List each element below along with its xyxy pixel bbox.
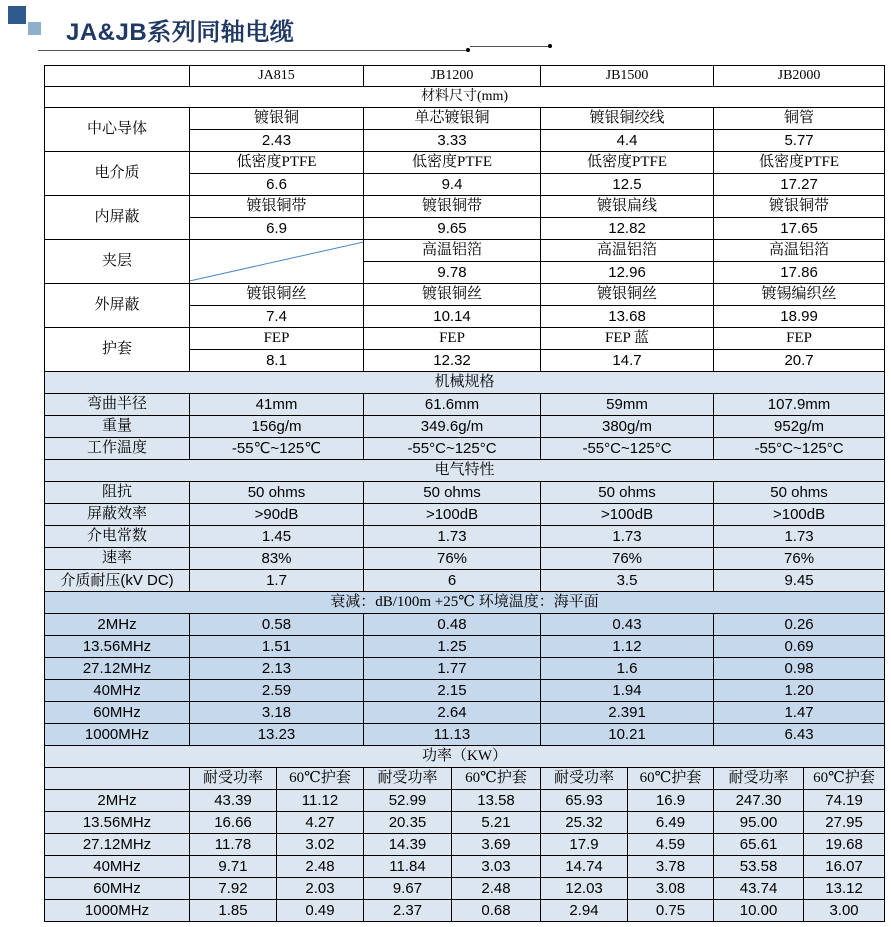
power-value: 3.69 [452, 834, 541, 856]
material-value: 14.7 [541, 350, 714, 372]
electrical-value: >100dB [714, 504, 885, 526]
power-value: 3.08 [628, 878, 714, 900]
power-value: 0.68 [452, 900, 541, 922]
row-label: 13.56MHz [45, 812, 190, 834]
electrical-value: >100dB [541, 504, 714, 526]
power-value: 19.68 [804, 834, 885, 856]
row-label: 速率 [45, 548, 190, 570]
electrical-value: 1.7 [190, 570, 364, 592]
power-value: 65.61 [714, 834, 804, 856]
material-type: 低密度PTFE [190, 152, 364, 174]
title-underline [38, 50, 468, 51]
material-value: 9.4 [364, 174, 541, 196]
row-label: 外屏蔽 [45, 284, 190, 328]
mechanical-value: -55°C~125°C [364, 438, 541, 460]
page-title: JA&JB系列同轴电缆 [66, 19, 295, 46]
material-type: 镀银铜绞线 [541, 108, 714, 130]
power-subheader: 耐受功率 [714, 768, 804, 790]
row-label: 60MHz [45, 702, 190, 724]
power-subheader: 60℃护套 [277, 768, 364, 790]
power-value: 2.94 [541, 900, 628, 922]
power-value: 3.00 [804, 900, 885, 922]
row-label: 护套 [45, 328, 190, 372]
material-type: 镀银铜丝 [190, 284, 364, 306]
material-type: 镀银铜带 [714, 196, 885, 218]
material-value: 17.86 [714, 262, 885, 284]
attenuation-value: 0.48 [364, 614, 541, 636]
corner-cell [45, 768, 190, 790]
electrical-value: 6 [364, 570, 541, 592]
power-value: 9.71 [190, 856, 277, 878]
attenuation-value: 1.51 [190, 636, 364, 658]
mechanical-value: 61.6mm [364, 394, 541, 416]
power-value: 16.9 [628, 790, 714, 812]
row-label: 屏蔽效率 [45, 504, 190, 526]
attenuation-value: 3.18 [190, 702, 364, 724]
material-value: 4.4 [541, 130, 714, 152]
row-label: 电介质 [45, 152, 190, 196]
power-value: 3.02 [277, 834, 364, 856]
section-header-material: 材料尺寸(mm) [45, 87, 885, 108]
material-type: 高温铝箔 [541, 240, 714, 262]
section-header-mechanical: 机械规格 [45, 372, 885, 394]
material-type: 镀银铜带 [364, 196, 541, 218]
power-value: 14.74 [541, 856, 628, 878]
material-value: 2.43 [190, 130, 364, 152]
material-type: 单芯镀银铜 [364, 108, 541, 130]
row-label: 工作温度 [45, 438, 190, 460]
power-value: 95.00 [714, 812, 804, 834]
power-value: 11.12 [277, 790, 364, 812]
model-header: JB1200 [364, 66, 541, 87]
row-label: 13.56MHz [45, 636, 190, 658]
row-label: 弯曲半径 [45, 394, 190, 416]
power-value: 0.49 [277, 900, 364, 922]
electrical-value: 76% [364, 548, 541, 570]
model-header: JB2000 [714, 66, 885, 87]
power-value: 2.03 [277, 878, 364, 900]
empty-diagonal-cell [190, 240, 364, 284]
electrical-value: 83% [190, 548, 364, 570]
row-label: 27.12MHz [45, 658, 190, 680]
title-square-dark [8, 6, 26, 24]
electrical-value: 50 ohms [364, 482, 541, 504]
power-value: 6.49 [628, 812, 714, 834]
material-value: 12.96 [541, 262, 714, 284]
row-label: 40MHz [45, 680, 190, 702]
title-square-light [28, 22, 41, 35]
power-value: 11.84 [364, 856, 452, 878]
material-value: 9.78 [364, 262, 541, 284]
attenuation-value: 0.26 [714, 614, 885, 636]
corner-cell [45, 66, 190, 87]
power-subheader: 耐受功率 [364, 768, 452, 790]
spec-table [44, 65, 885, 922]
mechanical-value: -55°C~125°C [714, 438, 885, 460]
power-value: 16.66 [190, 812, 277, 834]
power-value: 12.03 [541, 878, 628, 900]
section-header-attenuation: 衰减：dB/100m +25℃ 环境温度：海平面 [45, 592, 885, 614]
attenuation-value: 0.98 [714, 658, 885, 680]
material-type: 低密度PTFE [364, 152, 541, 174]
mechanical-value: 41mm [190, 394, 364, 416]
power-subheader: 耐受功率 [541, 768, 628, 790]
material-value: 10.14 [364, 306, 541, 328]
power-value: 74.19 [804, 790, 885, 812]
material-value: 7.4 [190, 306, 364, 328]
power-value: 2.48 [452, 878, 541, 900]
attenuation-value: 1.12 [541, 636, 714, 658]
power-subheader: 耐受功率 [190, 768, 277, 790]
electrical-value: 76% [541, 548, 714, 570]
row-label: 1000MHz [45, 724, 190, 746]
material-value: 3.33 [364, 130, 541, 152]
electrical-value: 1.73 [714, 526, 885, 548]
power-subheader: 60℃护套 [628, 768, 714, 790]
row-label: 内屏蔽 [45, 196, 190, 240]
material-value: 20.7 [714, 350, 885, 372]
electrical-value: 9.45 [714, 570, 885, 592]
power-value: 43.74 [714, 878, 804, 900]
power-value: 10.00 [714, 900, 804, 922]
material-type: 高温铝箔 [714, 240, 885, 262]
row-label: 1000MHz [45, 900, 190, 922]
material-value: 12.82 [541, 218, 714, 240]
model-header: JB1500 [541, 66, 714, 87]
material-value: 17.65 [714, 218, 885, 240]
attenuation-value: 2.64 [364, 702, 541, 724]
electrical-value: 1.45 [190, 526, 364, 548]
electrical-value: 50 ohms [541, 482, 714, 504]
row-label: 60MHz [45, 878, 190, 900]
material-value: 18.99 [714, 306, 885, 328]
power-value: 2.37 [364, 900, 452, 922]
electrical-value: >90dB [190, 504, 364, 526]
material-value: 12.5 [541, 174, 714, 196]
material-type: 高温铝箔 [364, 240, 541, 262]
power-subheader: 60℃护套 [804, 768, 885, 790]
power-value: 27.95 [804, 812, 885, 834]
mechanical-value: 349.6g/m [364, 416, 541, 438]
material-type: 镀银铜丝 [364, 284, 541, 306]
power-value: 17.9 [541, 834, 628, 856]
attenuation-value: 1.6 [541, 658, 714, 680]
power-value: 247.30 [714, 790, 804, 812]
material-value: 5.77 [714, 130, 885, 152]
power-value: 2.48 [277, 856, 364, 878]
row-label: 2MHz [45, 614, 190, 636]
section-header-electrical: 电气特性 [45, 460, 885, 482]
material-value: 9.65 [364, 218, 541, 240]
attenuation-value: 1.77 [364, 658, 541, 680]
mechanical-value: 380g/m [541, 416, 714, 438]
attenuation-value: 2.13 [190, 658, 364, 680]
electrical-value: >100dB [364, 504, 541, 526]
section-header-power: 功率（KW） [45, 746, 885, 768]
material-type: 铜管 [714, 108, 885, 130]
power-value: 4.59 [628, 834, 714, 856]
mechanical-value: -55°C~125°C [541, 438, 714, 460]
power-value: 52.99 [364, 790, 452, 812]
power-value: 3.78 [628, 856, 714, 878]
material-value: 12.32 [364, 350, 541, 372]
row-label: 夹层 [45, 240, 190, 284]
material-type: 低密度PTFE [541, 152, 714, 174]
attenuation-value: 2.391 [541, 702, 714, 724]
material-value: 17.27 [714, 174, 885, 196]
underline-dot [548, 44, 552, 48]
material-type: FEP [190, 328, 364, 350]
material-type: FEP [714, 328, 885, 350]
power-value: 43.39 [190, 790, 277, 812]
material-value: 6.9 [190, 218, 364, 240]
attenuation-value: 11.13 [364, 724, 541, 746]
material-type: 镀银扁线 [541, 196, 714, 218]
material-type: 镀银铜 [190, 108, 364, 130]
attenuation-value: 2.59 [190, 680, 364, 702]
material-type: FEP [364, 328, 541, 350]
row-label: 27.12MHz [45, 834, 190, 856]
row-label: 介电常数 [45, 526, 190, 548]
material-type: 低密度PTFE [714, 152, 885, 174]
row-label: 2MHz [45, 790, 190, 812]
power-value: 16.07 [804, 856, 885, 878]
electrical-value: 1.73 [541, 526, 714, 548]
power-value: 5.21 [452, 812, 541, 834]
mechanical-value: -55℃~125℃ [190, 438, 364, 460]
mechanical-value: 107.9mm [714, 394, 885, 416]
electrical-value: 1.73 [364, 526, 541, 548]
title-underline-accent [470, 46, 550, 47]
attenuation-value: 13.23 [190, 724, 364, 746]
attenuation-value: 1.20 [714, 680, 885, 702]
power-value: 65.93 [541, 790, 628, 812]
material-type: 镀银铜带 [190, 196, 364, 218]
electrical-value: 76% [714, 548, 885, 570]
attenuation-value: 0.58 [190, 614, 364, 636]
attenuation-value: 1.94 [541, 680, 714, 702]
material-type: 镀锡编织丝 [714, 284, 885, 306]
power-value: 53.58 [714, 856, 804, 878]
power-value: 1.85 [190, 900, 277, 922]
attenuation-value: 2.15 [364, 680, 541, 702]
power-value: 9.67 [364, 878, 452, 900]
power-value: 4.27 [277, 812, 364, 834]
material-value: 8.1 [190, 350, 364, 372]
attenuation-value: 1.47 [714, 702, 885, 724]
power-value: 14.39 [364, 834, 452, 856]
power-value: 20.35 [364, 812, 452, 834]
electrical-value: 3.5 [541, 570, 714, 592]
attenuation-value: 10.21 [541, 724, 714, 746]
row-label: 中心导体 [45, 108, 190, 152]
mechanical-value: 59mm [541, 394, 714, 416]
row-label: 重量 [45, 416, 190, 438]
power-value: 0.75 [628, 900, 714, 922]
power-value: 13.58 [452, 790, 541, 812]
attenuation-value: 0.43 [541, 614, 714, 636]
attenuation-value: 1.25 [364, 636, 541, 658]
attenuation-value: 0.69 [714, 636, 885, 658]
material-type: FEP 蓝 [541, 328, 714, 350]
row-label: 40MHz [45, 856, 190, 878]
model-header: JA815 [190, 66, 364, 87]
electrical-value: 50 ohms [190, 482, 364, 504]
material-value: 6.6 [190, 174, 364, 196]
underline-dot [466, 48, 470, 52]
power-subheader: 60℃护套 [452, 768, 541, 790]
row-label: 介质耐压(kV DC) [45, 570, 190, 592]
material-value: 13.68 [541, 306, 714, 328]
material-type: 镀银铜丝 [541, 284, 714, 306]
power-value: 13.12 [804, 878, 885, 900]
attenuation-value: 6.43 [714, 724, 885, 746]
power-value: 25.32 [541, 812, 628, 834]
power-value: 3.03 [452, 856, 541, 878]
power-value: 11.78 [190, 834, 277, 856]
row-label: 阻抗 [45, 482, 190, 504]
mechanical-value: 952g/m [714, 416, 885, 438]
mechanical-value: 156g/m [190, 416, 364, 438]
electrical-value: 50 ohms [714, 482, 885, 504]
power-value: 7.92 [190, 878, 277, 900]
